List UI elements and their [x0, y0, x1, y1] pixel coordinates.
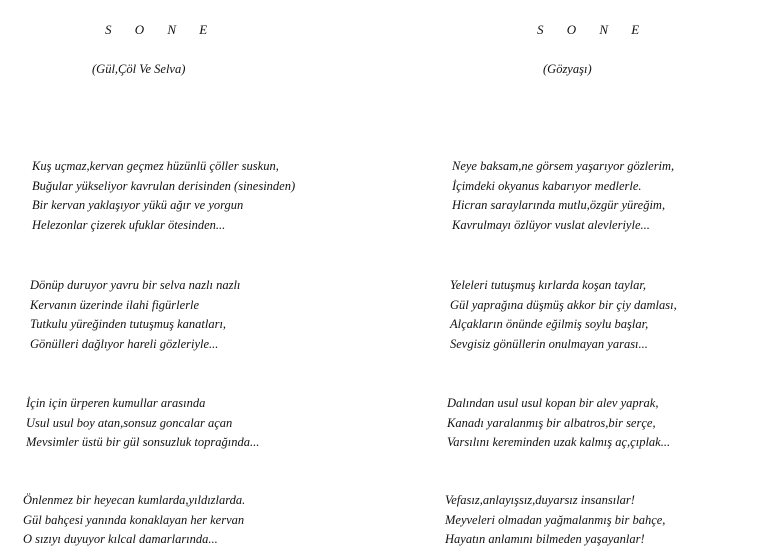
- verse-line: Alçakların önünde eğilmiş soylu başlar,: [450, 317, 649, 331]
- verse-line: Mevsimler üstü bir gül sonsuzluk toprağında...: [26, 435, 260, 449]
- stanza-3: [26, 394, 259, 453]
- verse-line: Gönülleri dağlıyor hareli gözleriyle...: [30, 336, 219, 351]
- verse-line: Gül yaprağına düşmüş akkor bir çiy damlası,: [450, 297, 677, 312]
- poem-right: [385, 0, 770, 550]
- stanza-1: [32, 157, 295, 235]
- verse-line: Gül bahçesi yanında konaklayan her kervan: [23, 512, 245, 527]
- verse-line: Vefasız,anlayışsız,duyarsız insansılar!: [445, 493, 635, 507]
- verse-line: Önlenmez bir heyecan kumlarda,yıldızlarda.: [23, 493, 246, 507]
- poem-title: S O N E: [105, 22, 218, 37]
- verse-line: Yeleleri tutuşmuş kırlarda koşan taylar,: [450, 278, 646, 292]
- poem-subtitle: (Gül,Çöl Ve Selva): [92, 62, 186, 76]
- poem-subtitle: (Gözyaşı): [543, 62, 592, 76]
- verse-line: Buğular yükseliyor kavrulan derisinden (sinesinden): [32, 178, 296, 193]
- verse-line: Helezonlar çizerek ufuklar ötesinden...: [32, 217, 226, 232]
- verse-line: Dönüp duruyor yavru bir selva nazlı nazlı: [30, 278, 241, 292]
- verse-line: Neye baksam,ne görsem yaşarıyor gözlerim,: [452, 159, 675, 173]
- stanza-4: [23, 491, 245, 550]
- verse-line: Dalından usul usul kopan bir alev yaprak,: [447, 396, 659, 410]
- stanza-2: [30, 276, 240, 354]
- verse-line: Kervanın üzerinde ilahi figürlerle: [30, 297, 200, 312]
- verse-line: Meyveleri olmadan yağmalanmış bir bahçe,: [445, 512, 666, 527]
- verse-line: Hayatın anlamını bilmeden yaşayanlar!: [445, 532, 645, 546]
- stanza-2: [450, 276, 677, 354]
- stanza-3: [447, 394, 670, 453]
- verse-line: İçin için ürperen kumullar arasında: [26, 396, 206, 410]
- verse-line: Tutkulu yüreğinden tutuşmuş kanatları,: [30, 317, 227, 331]
- verse-line: Kavrulmayı özlüyor vuslat alevleriyle...: [452, 217, 650, 232]
- verse-line: Sevgisiz gönüllerin onulmayan yarası...: [450, 336, 648, 351]
- verse-line: Bir kervan yaklaşıyor yükü ağır ve yorgun: [32, 198, 244, 212]
- verse-line: Kanadı yaralanmış bir albatros,bir serçe,: [447, 415, 656, 430]
- poem-title: S O N E: [537, 22, 650, 37]
- verse-line: İçimdeki okyanus kabarıyor medlerle.: [452, 178, 642, 193]
- stanza-4: [445, 491, 665, 550]
- stanza-1: [452, 157, 674, 235]
- poem-left: [0, 0, 385, 550]
- verse-line: O sızıyı duyuyor kılcal damarlarında...: [23, 532, 218, 546]
- verse-line: Usul usul boy atan,sonsuz goncalar açan: [26, 415, 233, 430]
- verse-line: Varsılını kereminden uzak kalmış aç,çıplak...: [447, 435, 671, 449]
- verse-line: Hicran saraylarında mutlu,özgür yüreğim,: [452, 198, 666, 212]
- verse-line: Kuş uçmaz,kervan geçmez hüzünlü çöller suskun,: [32, 159, 279, 173]
